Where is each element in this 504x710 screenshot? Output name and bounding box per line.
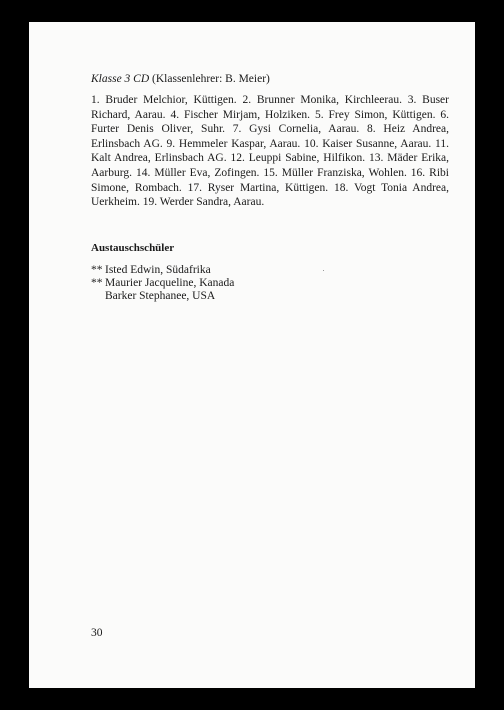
class-heading (91, 71, 449, 87)
paper-speck (323, 270, 324, 271)
entry-text: Maurier Jacqueline, Kanada (105, 276, 235, 289)
teacher-note: (Klassenlehrer: B. Meier) (152, 73, 270, 85)
exchange-entry (91, 264, 449, 277)
document-page (29, 22, 475, 688)
page-content (91, 71, 449, 303)
entry-text: Isted Edwin, Südafrika (105, 263, 211, 276)
exchange-heading: Austauschschüler (91, 241, 175, 254)
exchange-entry (91, 277, 449, 290)
page-number: 30 (91, 627, 103, 639)
exchange-list (91, 264, 449, 304)
class-name: Klasse 3 CD (91, 73, 150, 85)
entry-marker (91, 290, 105, 303)
entry-marker: ** (91, 276, 103, 289)
entry-text: Barker Stephanee, USA (105, 290, 216, 303)
student-list: 1. Bruder Melchior, Küttigen. 2. Brunner Monika, Kirchleerau. 3. Buser Richard, Aarau. 4. Fischer Mirjam, Holziken. 5. Frey Simon, Küttigen. 6. Furter Denis Oliver, Suhr. 7. Gysi Cornelia, Aarau. 8. Heiz Andrea, Erlinsbach AG. 9. Hemmeler Kaspar, Aarau. 10. Kaiser Susanne, Aarau. 11. Kalt Andrea, Erlinsbach AG. 12. Leuppi Sabine, Hilfikon. 13. Mäder Erika, Aarburg. 14. Müller Eva, Zofingen. 15. Müller Franziska, Wohlen. 16. Ribi Simone, Rombach. 17. Ryser Martina, Küttigen. 18. Vogt Tonia Andrea, Uerkheim. 19. Werder Sandra, Aarau. (91, 94, 449, 209)
exchange-entry (91, 290, 449, 303)
entry-marker: ** (91, 263, 103, 276)
